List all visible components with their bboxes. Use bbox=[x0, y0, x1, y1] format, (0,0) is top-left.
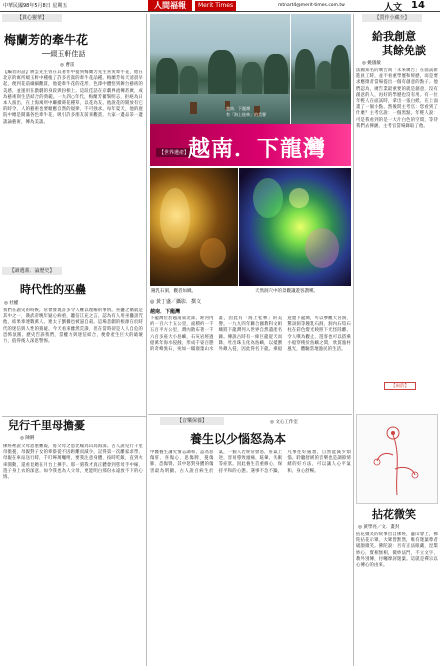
article-author-verse: ◎ 黃學亮／文．畫封 bbox=[358, 525, 400, 530]
article-body-creative: 法國知名的廣告商「未來廣告」在面試新進員工時，並不看重學歷和經歷，而是要求應徵者當場提出一個有創意的點子。他們認為，廣告業最重要的就是創意，沒有創意的人，再好的學歷也沒有用。有一位年輕人在面試時，拿出一張白紙，在上面畫了一個小點，然後問主考官：您看到了什麼？主考官說：一個黑點。年輕人說：可是我看到的是一大片白色的空間，等待我們去揮灑。主考官當場錄取了他。 bbox=[356, 68, 438, 129]
article-subtitle-mei: ──綴玉軒佳話 bbox=[42, 50, 86, 58]
cave-caption-b: 天然洞穴中的景觀讓遊客讚嘆。 bbox=[255, 289, 318, 294]
article-title-history: 時代性的巫蠱 bbox=[20, 283, 86, 296]
article-title-creative: 給我創意 bbox=[372, 30, 416, 43]
article-title-verse: 拈花微笑 bbox=[372, 508, 416, 521]
feature-subhead: 越南．下龍灣 bbox=[150, 309, 181, 315]
article-author-mei: ◎ 曹雷 bbox=[60, 63, 75, 68]
article-title-mei: 梅蘭芳的牽牛花 bbox=[4, 33, 89, 47]
flower-drawing bbox=[356, 414, 438, 504]
article-title-mother: 兒行千里母擔憂 bbox=[8, 419, 85, 432]
page-header bbox=[0, 0, 440, 12]
halong-islands-photo bbox=[291, 14, 351, 124]
section-name: 人文 bbox=[384, 3, 403, 13]
feature-body: 下龍灣位於越南東北部，距河內約一百六十五公里，面積約一千五百平方公里，灣內散布著一千六百多座大小島嶼，石灰岩經過億萬年海水侵蝕，形成千姿百態的奇峰異石，宛如一幅潑墨山水畫，因此有「海上桂林」的美譽。一九九四年聯合國教科文組織將下龍灣列入世界自然遺產名錄。傳說古時有一條巨龍從天而降，吐出珠玉化為島嶼，以抵禦外敵入侵，因此得名下龍。乘船遊覽下龍灣，可以參觀天宮洞、驚訝洞等鐘乳石洞，洞內石筍石柱在彩色燈光映照下光怪陸離，令人嘆為觀止。遊客也可以搭乘小船穿梭於島嶼之間，欣賞漁村風光，體驗當地漁民的生活。 bbox=[150, 316, 351, 353]
cave-caption-a: 鐘乳石洞，觀者如織。 bbox=[151, 289, 196, 294]
column-divider bbox=[353, 14, 354, 666]
cave-photo-illuminated bbox=[239, 168, 351, 286]
article-author-creative: ◎ 姚儀敏 bbox=[362, 61, 381, 66]
article-author-history: ◎ 杜權 bbox=[4, 301, 19, 306]
feature-author: ◎ 黃丁盛／攝影．撰文 bbox=[150, 299, 201, 305]
article-body-health: 中醫養生講究情志調和，認為怒傷肝、喜傷心、思傷脾、憂傷肺、恐傷腎。其中怒對身體的傷害最為明顯。古人說百病生於氣，一個人若經常發怒，肝氣上逆，容易導致頭痛、眩暈、失眠等症狀。因此養生首重修心，保持平和的心態。遇事不急不躁，凡事往好處想，自然能減少煩惱。聆聽舒緩的音樂也是調節情緒的好方法，可以讓人心平氣和，身心舒暢。 bbox=[150, 450, 351, 474]
column-divider bbox=[146, 14, 147, 666]
halong-bay-photo bbox=[150, 14, 290, 124]
column-label-history: 【讀遺義．論歷史】 bbox=[2, 267, 62, 275]
banner-tag: 【世界遺產】 bbox=[156, 148, 192, 157]
article-subtitle-creative: 其餘免談 bbox=[382, 44, 426, 57]
contact-email: mtnart4@merit-times.com.tw bbox=[278, 3, 345, 8]
photo-caption-halong-a: 越南．下龍灣 bbox=[226, 106, 250, 111]
photo-caption-halong-b: 有「海上桂林」的美譽 bbox=[226, 112, 266, 117]
newspaper-logo: 人間福報 bbox=[148, 0, 192, 11]
feature-title: 越南．下龍灣 bbox=[188, 137, 327, 162]
newspaper-english-name: Merit Times bbox=[195, 1, 236, 11]
feature-banner bbox=[150, 124, 351, 166]
article-body-mother: 佛經裡說父母恩重難報，將父母之恩比喻為山高海深。古人說兒行千里母擔憂，母親對子女的牽掛從不因距離而減少。記得第一次離家求學，母親在車站送行時，千叮嚀萬囑咐，要我注意身體、按時吃飯，直到火車開動，還看見她在月台上揮手。那一刻我才真正體會到慈母手中線，遊子身上衣的深意。如今我也為人父母，更能明白那份永遠放不下的心情。 bbox=[3, 444, 143, 481]
divider bbox=[148, 414, 352, 415]
article-author-health: ◎ 文心工作室 bbox=[270, 420, 298, 425]
article-body-verse: 拈花微笑的故事出自佛經，靈山會上，佛陀拈花示眾，大眾皆默然，唯有迦葉尊者破顏微笑。佛陀說：吾有正法眼藏，涅槃妙心，實相無相，微妙法門，不立文字，教外別傳，付囑摩訶迦葉。這就是禪宗以心傳心的由來。 bbox=[356, 532, 438, 569]
article-body-mei: 【編者的話】蔣雲先生曾在其著作中提到梅蘭芳先生喜愛牽牛花，他在北京的寓所綴玉軒中種植了許多名貴的牽牛花品種。梅蘭芳每天清晨早起，便到花前細細觀賞，他從牽牛花的花形、色澤中體悟到舞台藝術的美感，並運用在戲劇的身段與扮相上。這段佳話在京劇界流傳甚廣，成為藝術與生活結合的典範。一九四○年代，梅蘭芳蓄鬚明志，拒絕為日本人演出，在上海寓所中繼續蒔花種草，以花為友。他說花的開放有它的時令，人的藝術也要順應自然的規律，不可強求。每年夏天，他的庭院中總是開滿各色牽牛花，吸引許多朋友前來觀賞，大家一邊品茶一邊談論藝術，傳為美談。 bbox=[3, 70, 143, 125]
article-author-mother: ◎ 陳俐 bbox=[20, 436, 35, 441]
cave-photo-stalactite bbox=[150, 168, 238, 286]
column-label-verse: 【兩韵】 bbox=[384, 382, 416, 390]
article-body-history: 我們在讀史的時候，常會發現許多令人難以理解的事情。巫蠱之禍就是其中之一，漢武帝晚年疑心病重，聽信江充之言，認為有人用巫蠱詛咒他，結果牽連數萬人，連太子劉據也被逼自殺。這場悲劇的根源在於時代的迷信與人性的猜疑。今天看來雖然荒謬，但在當時卻是人人自危的恐怖氛圍。歷史告訴我們，當權力與迷信結合，便會產生巨大的破壞力，值得後人深思警惕。 bbox=[3, 308, 143, 345]
divider bbox=[2, 416, 146, 417]
column-label-health: 【音樂保養】 bbox=[160, 417, 224, 425]
article-title-health: 養生以少惱怒為本 bbox=[190, 432, 287, 446]
page-number: 14 bbox=[411, 0, 425, 11]
column-label-creative: 【質作小藏全】 bbox=[362, 14, 422, 22]
issue-date: 中華民國98年5月8日 星期五 bbox=[3, 3, 68, 9]
column-label-mei: 【貫心靈華】 bbox=[2, 14, 62, 22]
